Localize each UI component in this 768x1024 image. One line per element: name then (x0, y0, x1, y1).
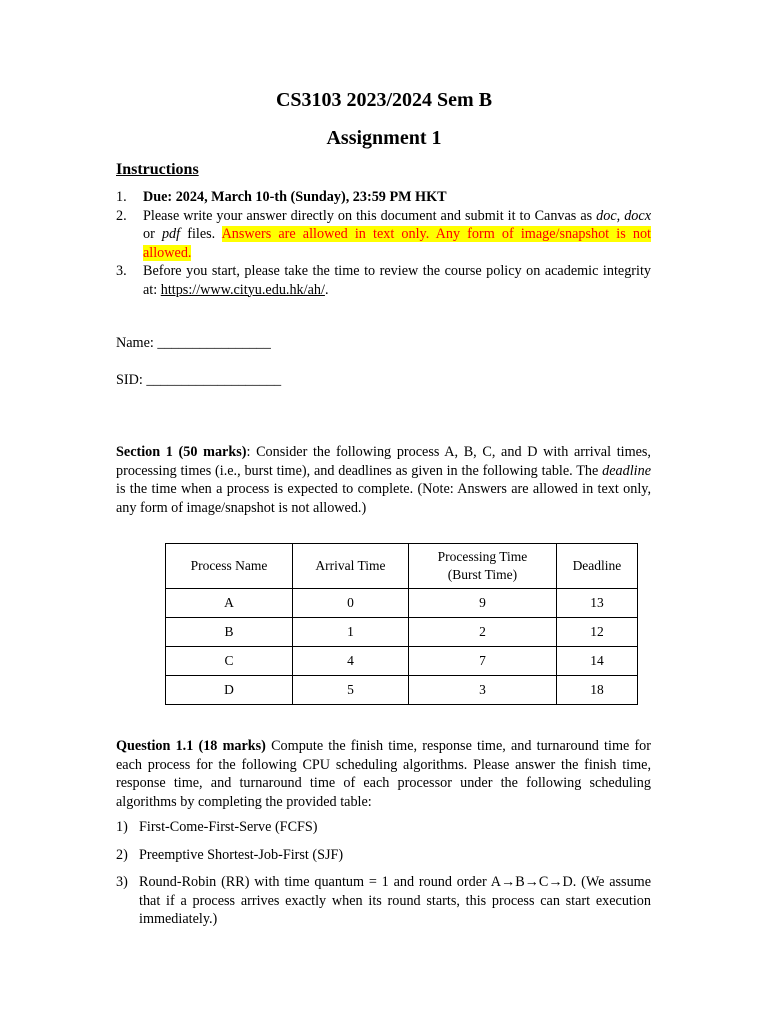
table-row (166, 618, 638, 647)
algorithm-text: First-Come-First-Serve (FCFS) (139, 819, 318, 835)
integrity-link[interactable]: https://www.cityu.edu.hk/ah/ (160, 281, 325, 298)
table-cell: 0 (292, 589, 408, 618)
header-deadline: Deadline (556, 544, 637, 589)
instruction-item-2 (116, 207, 651, 263)
header-processing-time (409, 544, 557, 589)
table-cell: 7 (409, 647, 557, 676)
format-separator: or (143, 226, 162, 242)
table-cell: 3 (409, 676, 557, 705)
table-cell: 2 (409, 618, 557, 647)
table-row (166, 676, 638, 705)
table-cell: 5 (292, 676, 408, 705)
section1-text: : Consider the following process A, B, C, and D with arrival times, processing times (i.e., burst time), and deadlines as given in the following table. The (116, 444, 651, 479)
algorithm-item-sjf (116, 846, 651, 865)
question-label: Question 1.1 (18 marks) (116, 738, 266, 754)
header-processing-line1: Processing Time (437, 549, 528, 564)
table-cell: 14 (556, 647, 637, 676)
table-cell: 1 (292, 618, 408, 647)
header-arrival-time: Arrival Time (292, 544, 408, 589)
algorithm-item-rr (116, 873, 651, 929)
algorithm-number: 1) (116, 819, 128, 835)
table-row (166, 589, 638, 618)
instructions-list (116, 188, 651, 299)
table-row (166, 647, 638, 676)
algorithm-item-fcfs (116, 818, 651, 837)
instructions-heading: Instructions (116, 161, 199, 178)
table-cell: 18 (556, 676, 637, 705)
integrity-text: Before you start, please take the time to review the course policy on academic integrity at: (143, 263, 651, 298)
algorithm-text: Preemptive Shortest-Job-First (SJF) (139, 846, 344, 863)
deadline-term: deadline (602, 462, 651, 479)
course-title: CS3103 2023/2024 Sem B (275, 89, 493, 111)
highlighted-warning: Answers are allowed in text only. Any form of image/snapshot is not allowed. (143, 226, 651, 261)
table-cell: D (166, 676, 293, 705)
algorithm-number: 2) (116, 846, 128, 863)
instruction-number: 1. (116, 189, 127, 205)
name-field[interactable]: Name: ________________ (116, 335, 271, 351)
submission-text-end: files. (180, 226, 222, 242)
process-table (165, 543, 638, 705)
algorithm-list (116, 818, 651, 938)
table-cell: 9 (409, 589, 557, 618)
table-cell: C (166, 647, 293, 676)
table-cell: B (166, 618, 293, 647)
section1-text-end: is the time when a process is expected to complete. (Note: Answers are allowed in text only, any form of image/snapshot is not allowed.) (116, 481, 651, 516)
section1-paragraph (116, 443, 651, 517)
instruction-item-3 (116, 262, 651, 299)
algorithm-number: 3) (116, 874, 128, 890)
assignment-title: Assignment 1 (326, 127, 442, 149)
table-cell: 12 (556, 618, 637, 647)
table-cell: A (166, 589, 293, 618)
instruction-item-1 (116, 188, 651, 207)
instruction-number: 3. (116, 263, 127, 279)
table-header-row (166, 544, 638, 589)
question-paragraph (116, 737, 651, 811)
submission-text: Please write your answer directly on this document and submit it to Canvas as (143, 207, 597, 224)
table-cell: 4 (292, 647, 408, 676)
format-pdf: pdf (161, 226, 181, 242)
due-date-text: Due: 2024, March 10-th (Sunday), 23:59 PM HKT (143, 189, 447, 205)
algorithm-text: Round-Robin (RR) with time quantum = 1 and round order A→B→C→D. (We assume that if a process arrives exactly when its round starts, this process can start execution immediately.) (139, 874, 651, 927)
format-docx: docx (624, 207, 651, 224)
integrity-text-end: . (324, 281, 329, 298)
instruction-number: 2. (116, 207, 127, 224)
format-doc: doc (596, 207, 617, 224)
format-separator: , (616, 207, 625, 224)
sid-field[interactable]: SID: ___________________ (116, 372, 282, 388)
header-process-name: Process Name (166, 544, 293, 589)
table-cell: 13 (556, 589, 637, 618)
question-text: Compute the finish time, response time, and turnaround time for each process for the following CPU scheduling algorithms. Please answer the finish time, response time, and turnaround time of each processor under the following scheduling algorithms by completing the provided table: (116, 738, 651, 810)
section1-label: Section 1 (50 marks) (116, 444, 247, 460)
header-processing-line2: (Burst Time) (447, 567, 518, 582)
